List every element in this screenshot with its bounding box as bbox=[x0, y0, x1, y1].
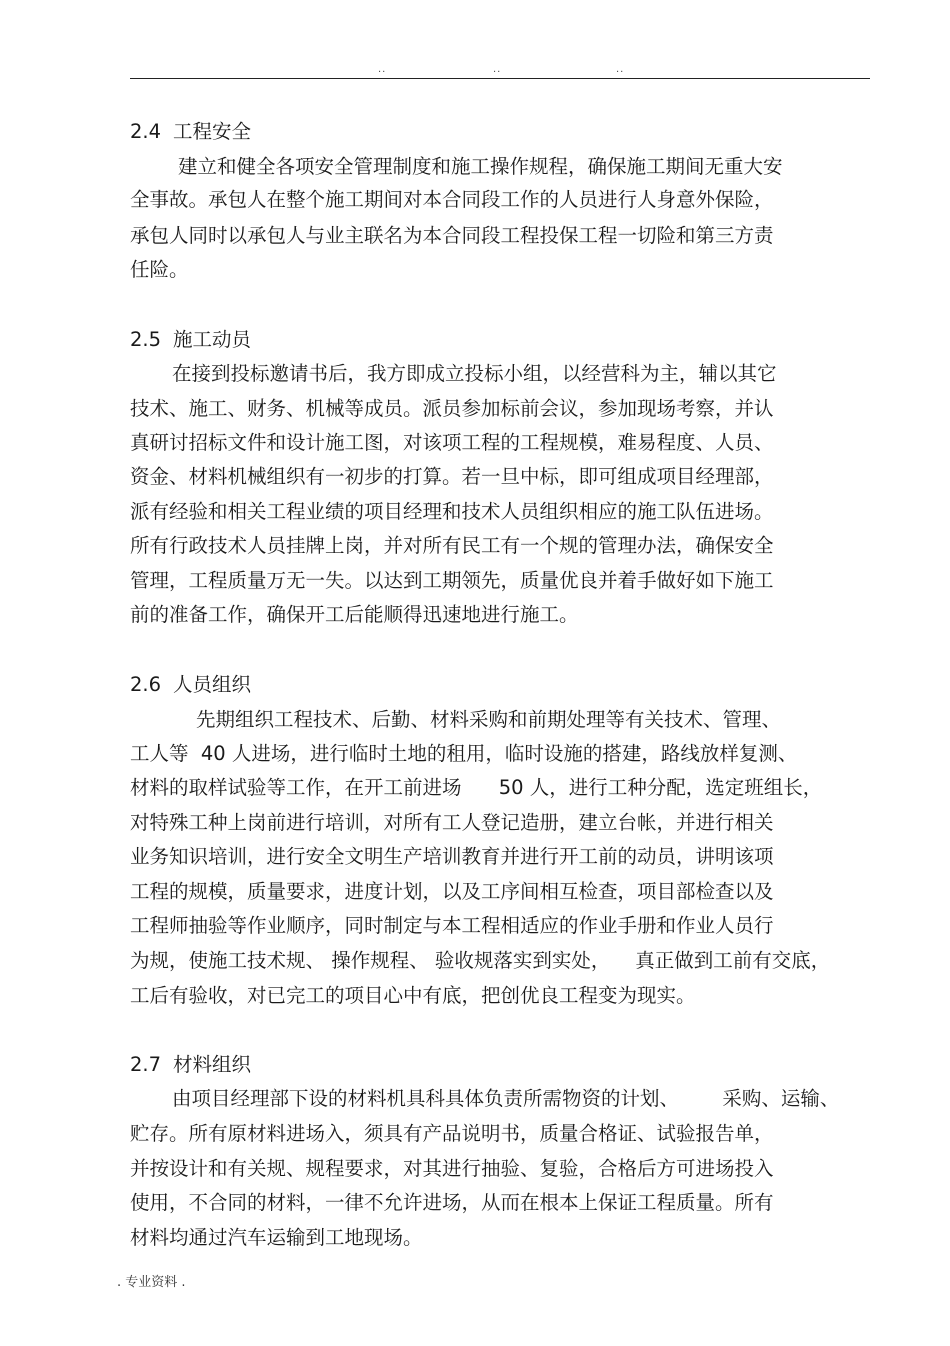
paragraph-line: 业务知识培训，进行安全文明生产培训教育并进行开工前的动员，讲明该项 bbox=[130, 845, 774, 868]
paragraph-line: 全事故。承包人在整个施工期间对本合同段工作的人员进行人身意外保险， bbox=[130, 188, 774, 211]
page-footer: . 专业资料 . bbox=[117, 1275, 186, 1290]
paragraph-line: 所有行政技术人员挂牌上岗，并对所有民工有一个规的管理办法，确保安全 bbox=[130, 534, 774, 557]
section-number: 2.7 bbox=[130, 1053, 162, 1076]
paragraph-line: 由项目经理部下设的材料机具科具体负责所需物资的计划、 采购、运输、 bbox=[172, 1087, 840, 1110]
header-dots-2: .. bbox=[493, 64, 502, 75]
section-number: 2.6 bbox=[130, 673, 162, 696]
paragraph-line: 承包人同时以承包人与业主联名为本合同段工程投保工程一切险和第三方责 bbox=[130, 224, 774, 247]
section-title: 材料组织 bbox=[173, 1053, 252, 1076]
paragraph-line: 对特殊工种上岗前进行培训，对所有工人登记造册，建立台帐，并进行相关 bbox=[130, 811, 774, 834]
paragraph-line: 在接到投标邀请书后，我方即成立投标小组，以经营科为主，辅以其它 bbox=[172, 362, 777, 385]
paragraph-line: 使用，不合同的材料，一律不允许进场，从而在根本上保证工程质量。所有 bbox=[130, 1191, 774, 1214]
paragraph-line: 工程师抽验等作业顺序，同时制定与本工程相适应的作业手册和作业人员行 bbox=[130, 914, 774, 937]
paragraph-line: 材料均通过汽车运输到工地现场。 bbox=[130, 1226, 423, 1249]
header-divider bbox=[130, 78, 870, 79]
paragraph-line: 工后有验收，对已完工的项目心中有底，把创优良工程变为现实。 bbox=[130, 984, 696, 1007]
paragraph-line: 为规，使施工技术规、 操作规程、 验收规落实到实处， 真正做到工前有交底， bbox=[130, 949, 831, 972]
section-heading-2-7 bbox=[130, 1052, 251, 1078]
paragraph-line: 建立和健全各项安全管理制度和施工操作规程，确保施工期间无重大安 bbox=[178, 155, 783, 178]
paragraph-line: 前的准备工作，确保开工后能顺得迅速地进行施工。 bbox=[130, 603, 579, 626]
paragraph-line: 真研讨招标文件和设计施工图，对该项工程的工程规模，难易程度、人员、 bbox=[130, 431, 774, 454]
paragraph-line: 技术、施工、财务、机械等成员。派员参加标前会议，参加现场考察，并认 bbox=[130, 397, 774, 420]
paragraph-line: 贮存。所有原材料进场入，须具有产品说明书，质量合格证、试验报告单， bbox=[130, 1122, 774, 1145]
section-heading-2-5 bbox=[130, 327, 251, 353]
paragraph-line: 材料的取样试验等工作，在开工前进场 50 人，进行工种分配，选定班组长， bbox=[130, 776, 823, 799]
header-dots-1: .. bbox=[378, 64, 387, 75]
section-number: 2.4 bbox=[130, 120, 162, 143]
section-heading-2-4 bbox=[130, 119, 251, 145]
section-heading-2-6 bbox=[130, 672, 251, 698]
paragraph-line: 资金、材料机械组织有一初步的打算。若一旦中标，即可组成项目经理部， bbox=[130, 465, 774, 488]
paragraph-line: 任险。 bbox=[130, 258, 189, 281]
paragraph-line: 管理，工程质量万无一失。以达到工期领先，质量优良并着手做好如下施工 bbox=[130, 569, 774, 592]
paragraph-line: 工人等 40 人进场，进行临时土地的租用，临时设施的搭建，路线放样复测、 bbox=[130, 742, 798, 765]
paragraph-line: 工程的规模，质量要求，进度计划，以及工序间相互检查，项目部检查以及 bbox=[130, 880, 774, 903]
section-number: 2.5 bbox=[130, 328, 162, 351]
paragraph-line: 先期组织工程技术、后勤、材料采购和前期处理等有关技术、管理、 bbox=[196, 708, 782, 731]
section-title: 工程安全 bbox=[173, 120, 252, 143]
paragraph-line: 派有经验和相关工程业绩的项目经理和技术人员组织相应的施工队伍进场。 bbox=[130, 500, 774, 523]
section-title: 人员组织 bbox=[173, 673, 252, 696]
header-dots-3: .. bbox=[616, 64, 625, 75]
paragraph-line: 并按设计和有关规、规程要求，对其进行抽验、复验，合格后方可进场投入 bbox=[130, 1157, 774, 1180]
section-title: 施工动员 bbox=[173, 328, 252, 351]
